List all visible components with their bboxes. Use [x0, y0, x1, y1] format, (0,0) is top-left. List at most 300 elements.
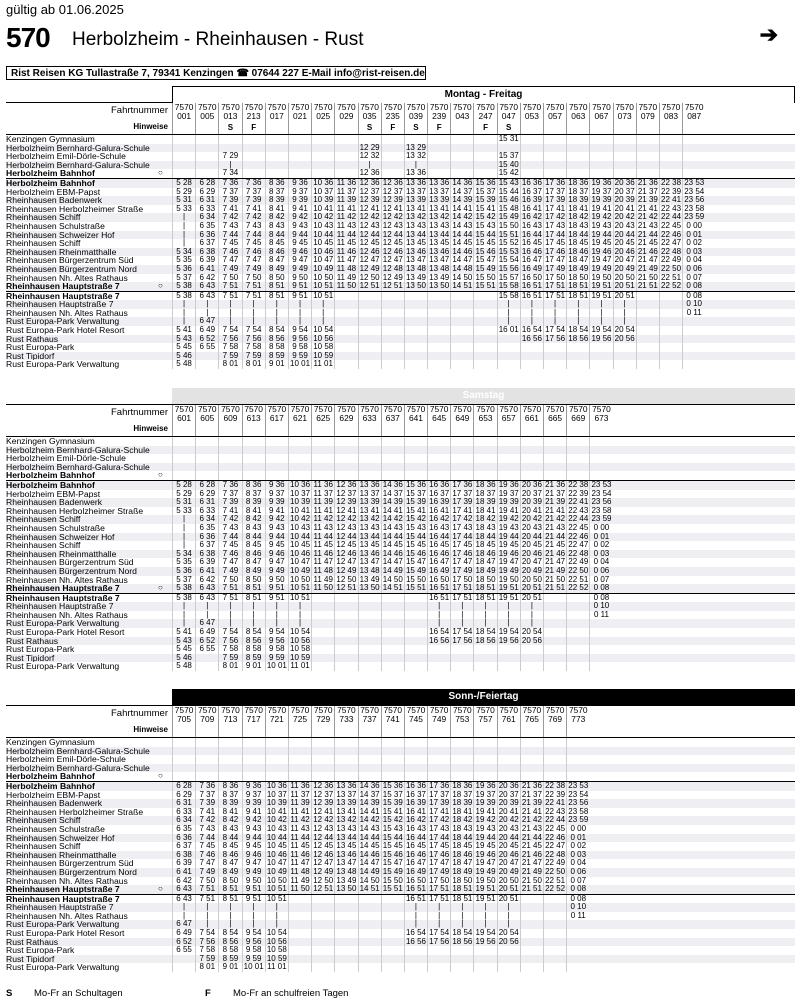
time-cell: 18 49	[566, 265, 589, 274]
time-cell: 21 51	[636, 282, 659, 291]
time-cell: 18 51	[566, 282, 589, 291]
time-cell: 9 49	[288, 265, 311, 274]
time-cell	[450, 662, 473, 671]
time-cell	[381, 300, 404, 309]
time-cell: 10 54	[265, 929, 288, 938]
time-cell	[589, 169, 612, 178]
time-cell: 7570 649	[450, 405, 473, 423]
time-cell	[288, 912, 311, 921]
row-label: Rust Tipidorf	[6, 954, 55, 964]
time-cell: 21 41	[636, 205, 659, 214]
time-cell: 11 49	[311, 576, 334, 585]
time-cell: 14 49	[381, 567, 404, 576]
time-cell: 18 56	[566, 335, 589, 344]
time-cell: 18 39	[450, 799, 473, 808]
time-cell	[450, 772, 473, 781]
time-cell: 13 49	[334, 877, 357, 886]
time-cell	[172, 772, 195, 781]
time-cell: 7570 765	[520, 706, 543, 724]
time-cell: 22 41	[566, 498, 589, 507]
time-cell: 23 53	[566, 782, 589, 791]
time-cell: 7 51	[195, 885, 218, 894]
time-cell: 19 36	[473, 782, 496, 791]
time-cell: 11 46	[334, 248, 357, 257]
time-cell: 16 43	[520, 222, 543, 231]
time-cell: 7 51	[242, 292, 265, 301]
time-cell: 9 47	[265, 558, 288, 567]
time-cell: 14 36	[358, 782, 381, 791]
time-cell	[473, 654, 496, 663]
time-cell: 8 41	[265, 205, 288, 214]
time-cell: 5 31	[172, 196, 195, 205]
time-cell: 12 41	[358, 205, 381, 214]
time-cell	[195, 662, 218, 671]
time-cell: 17 54	[450, 628, 473, 637]
time-cell: |	[473, 611, 496, 620]
time-cell	[450, 645, 473, 654]
time-cell: 7 41	[195, 808, 218, 817]
time-cell	[358, 292, 381, 301]
time-cell	[613, 121, 636, 134]
row-label: Rust Rathaus	[6, 937, 59, 947]
time-cell	[566, 169, 589, 178]
time-cell: 16 50	[427, 576, 450, 585]
time-cell	[358, 755, 381, 764]
time-cell	[520, 152, 543, 161]
time-cell: 17 45	[427, 842, 450, 851]
time-cell: 7 42	[242, 213, 265, 222]
time-cell	[288, 423, 311, 436]
time-cell: 21 49	[543, 567, 566, 576]
time-cell	[636, 144, 659, 153]
time-cell: |	[497, 309, 520, 318]
time-cell: 9 41	[288, 205, 311, 214]
time-cell: 7570 025	[311, 103, 334, 121]
time-cell: 15 44	[381, 834, 404, 843]
time-cell	[288, 946, 311, 955]
time-cell: 12 49	[381, 274, 404, 283]
row-label: Herbolzheim EBM-Papst	[6, 187, 101, 197]
time-cell: 14 47	[450, 256, 473, 265]
time-cell	[311, 955, 334, 964]
time-cell: 9 42	[242, 816, 265, 825]
time-cell: 11 49	[334, 274, 357, 283]
time-cell	[566, 724, 589, 737]
time-cell	[543, 611, 566, 620]
time-cell: 11 41	[334, 205, 357, 214]
time-cell: |	[450, 619, 473, 628]
time-cell: |	[450, 611, 473, 620]
time-cell: 15 41	[381, 808, 404, 817]
time-cell	[334, 611, 357, 620]
connection-circle-icon: ○	[158, 884, 163, 894]
time-cell: 21 39	[520, 799, 543, 808]
time-cell: 10 47	[265, 859, 288, 868]
time-cell: 14 43	[450, 222, 473, 231]
time-cell	[242, 755, 265, 764]
time-cell: 7570 043	[450, 103, 473, 121]
time-cell	[358, 446, 381, 455]
time-cell	[265, 152, 288, 161]
time-cell: 8 01	[195, 963, 218, 972]
time-cell	[404, 437, 427, 446]
time-cell: 13 48	[358, 567, 381, 576]
time-cell: 12 44	[311, 834, 334, 843]
time-cell: 21 46	[520, 851, 543, 860]
time-cell: 8 01	[218, 662, 241, 671]
time-cell: 6 37	[195, 239, 218, 248]
time-cell: 19 47	[473, 859, 496, 868]
time-cell: 15 43	[473, 222, 496, 231]
time-cell	[497, 955, 520, 964]
time-cell	[566, 628, 589, 637]
time-cell	[358, 903, 381, 912]
time-cell: 20 41	[497, 808, 520, 817]
time-cell: |	[195, 920, 218, 929]
time-cell	[543, 471, 566, 480]
time-cell: 20 36	[613, 179, 636, 188]
time-cell: 8 42	[242, 515, 265, 524]
time-cell	[172, 144, 195, 153]
time-cell: 15 40	[497, 161, 520, 170]
time-cell: 16 37	[404, 791, 427, 800]
time-cell	[566, 662, 589, 671]
time-cell	[473, 152, 496, 161]
time-cell: 16 54	[404, 929, 427, 938]
stop-row	[6, 912, 795, 921]
time-cell: 14 44	[450, 231, 473, 240]
time-cell: 15 44	[473, 231, 496, 240]
row-label: Rheinhausen Schulstraße	[6, 221, 105, 231]
time-cell	[566, 121, 589, 134]
time-cell	[427, 144, 450, 153]
time-cell: 6 29	[195, 490, 218, 499]
time-cell: 7 50	[195, 877, 218, 886]
time-cell	[358, 895, 381, 904]
stop-row	[6, 352, 795, 361]
time-cell: 17 46	[450, 550, 473, 559]
time-cell	[334, 602, 357, 611]
row-label: Rheinhausen Hauptstraße 7	[6, 584, 120, 593]
time-cell: 7 36	[218, 481, 241, 490]
time-cell: 12 43	[381, 222, 404, 231]
time-cell: 8 50	[242, 576, 265, 585]
time-cell	[404, 946, 427, 955]
time-cell: 17 56	[543, 335, 566, 344]
time-cell	[172, 437, 195, 446]
connection-circle-icon: ○	[158, 583, 163, 593]
time-cell: 11 45	[334, 239, 357, 248]
time-cell: 21 50	[543, 576, 566, 585]
time-cell	[381, 654, 404, 663]
time-cell	[334, 929, 357, 938]
time-cell: 10 41	[265, 808, 288, 817]
time-cell: 7570 247	[473, 103, 496, 121]
time-cell: 21 41	[543, 507, 566, 516]
time-cell	[404, 645, 427, 654]
time-cell	[195, 654, 218, 663]
time-cell: 8 43	[265, 222, 288, 231]
time-cell: 12 39	[334, 498, 357, 507]
time-cell: |	[288, 602, 311, 611]
time-cell: 14 41	[381, 507, 404, 516]
time-cell	[334, 662, 357, 671]
time-cell	[381, 662, 404, 671]
time-cell: 6 36	[195, 231, 218, 240]
time-cell	[520, 920, 543, 929]
time-cell: 9 46	[265, 550, 288, 559]
time-cell	[497, 352, 520, 361]
time-cell: |	[218, 611, 241, 620]
time-cell: 16 44	[520, 231, 543, 240]
row-label: Herbolzheim Bahnhof	[6, 772, 95, 781]
time-cell: 20 41	[613, 205, 636, 214]
time-cell: 12 36	[381, 179, 404, 188]
time-cell: 12 50	[358, 274, 381, 283]
time-cell: 11 42	[288, 816, 311, 825]
time-cell: 20 46	[613, 248, 636, 257]
time-cell	[334, 772, 357, 781]
time-cell: 17 50	[450, 576, 473, 585]
time-cell: 9 51	[288, 292, 311, 301]
time-cell	[566, 654, 589, 663]
time-cell: 13 50	[427, 282, 450, 291]
time-cell	[497, 738, 520, 747]
time-cell	[543, 755, 566, 764]
time-cell	[358, 594, 381, 603]
time-cell: 17 46	[543, 248, 566, 257]
time-cell: 18 51	[473, 584, 496, 593]
time-cell: 21 37	[520, 791, 543, 800]
time-cell: 13 41	[427, 205, 450, 214]
time-cell: 11 44	[334, 231, 357, 240]
time-cell: |	[265, 309, 288, 318]
row-label: Herbolzheim Bernhard-Galura-Schule	[6, 462, 150, 472]
time-cell	[589, 343, 612, 352]
time-cell	[659, 317, 682, 326]
time-cell: |	[172, 541, 195, 550]
time-cell	[242, 764, 265, 773]
time-cell	[172, 446, 195, 455]
time-cell	[265, 121, 288, 134]
time-cell	[358, 423, 381, 436]
time-cell	[334, 654, 357, 663]
time-cell: |	[427, 920, 450, 929]
time-cell	[659, 335, 682, 344]
time-cell: 9 41	[265, 507, 288, 516]
time-cell	[682, 352, 705, 361]
time-cell: 9 39	[242, 799, 265, 808]
time-cell: 6 36	[172, 834, 195, 843]
time-cell: 16 51	[427, 584, 450, 593]
row-label: Rheinhausen Nh. Altes Rathaus	[6, 575, 128, 585]
time-cell: 15 37	[404, 490, 427, 499]
time-cell: 8 36	[242, 481, 265, 490]
time-cell: 9 58	[265, 645, 288, 654]
time-cell: 12 46	[358, 248, 381, 257]
time-cell: |	[172, 309, 195, 318]
time-cell: 10 59	[288, 654, 311, 663]
time-cell	[381, 317, 404, 326]
time-cell	[334, 628, 357, 637]
time-cell: 23 58	[589, 507, 612, 516]
time-cell	[242, 454, 265, 463]
time-cell: |	[195, 903, 218, 912]
time-cell: 19 54	[589, 326, 612, 335]
time-cell	[358, 963, 381, 972]
time-cell: 19 50	[473, 877, 496, 886]
time-cell: 21 50	[636, 274, 659, 283]
row-label: Rheinhausen Hauptstraße 7	[6, 291, 120, 301]
time-cell	[381, 903, 404, 912]
time-cell	[543, 738, 566, 747]
time-cell: 5 41	[172, 326, 195, 335]
time-cell: 6 41	[195, 265, 218, 274]
time-cell: 18 36	[566, 179, 589, 188]
time-cell	[381, 912, 404, 921]
time-cell: 13 49	[427, 274, 450, 283]
time-cell	[543, 161, 566, 170]
time-cell: 13 49	[404, 274, 427, 283]
time-cell: 8 54	[242, 628, 265, 637]
time-cell: 18 41	[450, 808, 473, 817]
time-cell	[497, 946, 520, 955]
time-cell	[659, 135, 682, 144]
time-cell	[427, 654, 450, 663]
time-cell	[288, 929, 311, 938]
time-cell	[473, 144, 496, 153]
time-cell: 9 56	[265, 637, 288, 646]
row-label: Herbolzheim Bernhard-Galura-Schule	[6, 160, 150, 170]
time-cell: 19 36	[497, 481, 520, 490]
time-cell: 7570 053	[520, 103, 543, 121]
time-cell: 12 43	[334, 524, 357, 533]
time-cell	[520, 654, 543, 663]
time-cell: 11 01	[265, 963, 288, 972]
time-cell	[311, 938, 334, 947]
time-cell	[682, 161, 705, 170]
time-cell: 7 56	[218, 335, 241, 344]
time-cell: 19 46	[473, 851, 496, 860]
time-cell: 5 28	[172, 481, 195, 490]
time-cell	[195, 463, 218, 472]
time-cell	[311, 169, 334, 178]
time-cell: 18 46	[566, 248, 589, 257]
time-cell: 6 39	[172, 859, 195, 868]
time-cell: 15 41	[473, 205, 496, 214]
time-cell	[334, 161, 357, 170]
time-cell: 9 59	[265, 654, 288, 663]
time-cell	[358, 326, 381, 335]
time-cell	[589, 446, 612, 455]
time-cell	[265, 764, 288, 773]
time-cell: 9 01	[242, 662, 265, 671]
time-cell: 18 45	[473, 541, 496, 550]
time-cell: 9 59	[242, 955, 265, 964]
time-cell: 14 41	[358, 808, 381, 817]
time-cell	[427, 645, 450, 654]
time-cell: 14 43	[358, 825, 381, 834]
time-cell	[381, 437, 404, 446]
time-cell	[381, 955, 404, 964]
row-label: Rust Tipidorf	[6, 351, 55, 361]
time-cell: |	[404, 920, 427, 929]
time-cell: 13 47	[334, 859, 357, 868]
time-cell: 16 41	[520, 205, 543, 214]
time-cell: 0 10	[566, 903, 589, 912]
time-cell	[381, 352, 404, 361]
time-cell: 19 49	[589, 265, 612, 274]
time-cell	[334, 326, 357, 335]
time-cell	[172, 963, 195, 972]
time-cell: 14 50	[381, 576, 404, 585]
time-cell	[473, 764, 496, 773]
time-cell: 7 29	[218, 152, 241, 161]
time-cell: 6 41	[195, 567, 218, 576]
time-cell: |	[242, 317, 265, 326]
time-cell: 0 08	[589, 594, 612, 603]
time-cell	[288, 764, 311, 773]
time-cell: 16 56	[404, 938, 427, 947]
time-cell: 22 47	[566, 541, 589, 550]
time-cell	[311, 619, 334, 628]
time-cell	[427, 747, 450, 756]
time-cell	[381, 619, 404, 628]
time-cell: 19 43	[473, 825, 496, 834]
time-cell: 7570 741	[381, 706, 404, 724]
time-cell	[473, 963, 496, 972]
time-cell: 6 42	[172, 877, 195, 886]
time-cell: 21 43	[543, 524, 566, 533]
time-cell: |	[172, 317, 195, 326]
time-cell: 13 44	[427, 231, 450, 240]
time-cell: |	[520, 300, 543, 309]
time-cell: |	[566, 317, 589, 326]
time-cell: 11 39	[334, 196, 357, 205]
time-cell	[358, 619, 381, 628]
time-cell	[334, 946, 357, 955]
time-cell: 10 46	[288, 550, 311, 559]
time-cell: 13 39	[404, 196, 427, 205]
time-cell: 10 42	[311, 213, 334, 222]
time-cell	[358, 471, 381, 480]
time-cell: 15 47	[381, 859, 404, 868]
time-cell: 21 46	[543, 550, 566, 559]
time-cell: 7 39	[218, 196, 241, 205]
time-cell: 6 38	[172, 851, 195, 860]
time-cell: 17 45	[543, 239, 566, 248]
time-cell	[288, 963, 311, 972]
time-cell: 22 49	[566, 558, 589, 567]
time-cell: 8 58	[218, 946, 241, 955]
row-label: Rheinhausen Bürgerzentrum Süd	[6, 558, 134, 567]
time-cell: 5 45	[172, 645, 195, 654]
time-cell	[427, 161, 450, 170]
time-cell	[311, 628, 334, 637]
time-cell: 16 49	[520, 265, 543, 274]
time-cell	[450, 654, 473, 663]
time-cell: 13 46	[358, 550, 381, 559]
time-cell	[473, 135, 496, 144]
time-cell: 13 39	[334, 799, 357, 808]
time-cell	[566, 152, 589, 161]
time-cell: 13 36	[358, 481, 381, 490]
time-cell	[636, 161, 659, 170]
arrow-right-icon[interactable]: ➔	[759, 22, 778, 47]
time-cell	[566, 463, 589, 472]
time-cell	[172, 135, 195, 144]
time-cell: 8 59	[242, 654, 265, 663]
